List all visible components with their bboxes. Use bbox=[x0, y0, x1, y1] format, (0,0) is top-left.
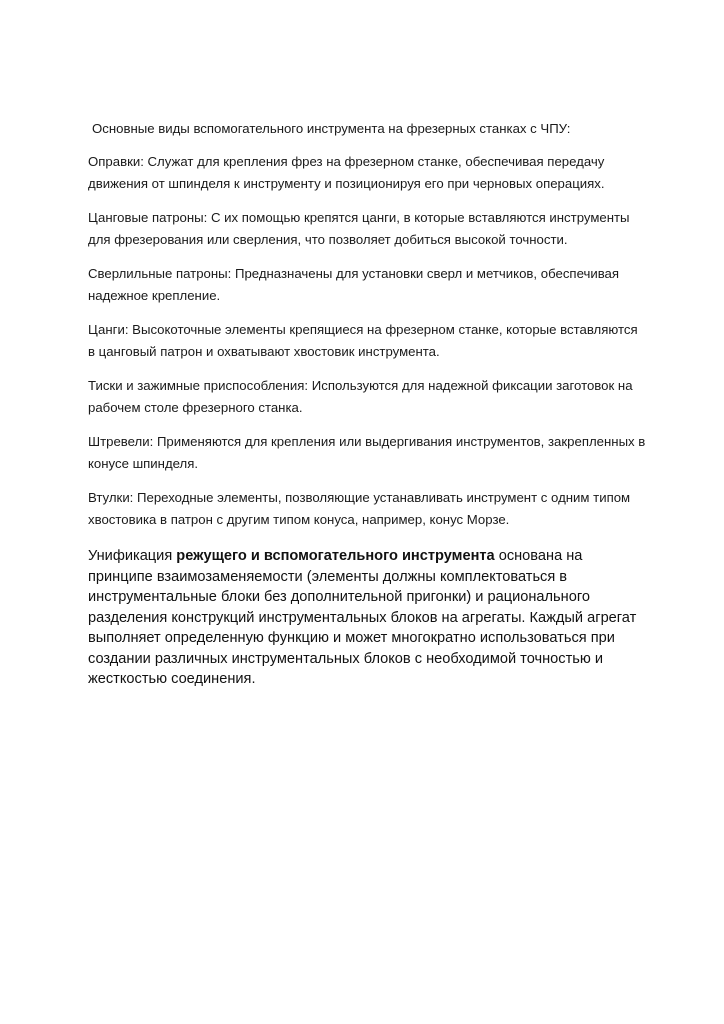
list-item-pull-studs: Штревели: Применяются для крепления или выдергивания инструментов, закрепленных в конусе шпинделя. bbox=[88, 434, 646, 471]
summary-intro: Унификация bbox=[88, 548, 177, 564]
summary-rest: основана на принципе взаимозаменяемости (элементы должны комплектоваться в инструментальные блоки без дополнительной пригонки) и рационального разделения конструкций инструментальных блоков на агрегаты. Каждый агрегат выполняет определенную функцию и может многократно использоваться при создании различных инструментальных блоков с необходимой точностью и жесткостью соединения. bbox=[88, 548, 637, 687]
document-body bbox=[88, 118, 648, 690]
unification-paragraph bbox=[88, 546, 648, 690]
list-item-collet-chucks: Цанговые патроны: С их помощью крепятся цанги, в которые вставляются инструменты для фрезерования или сверления, что позволяет добиться высокой точности. bbox=[88, 210, 630, 247]
list-item-vises: Тиски и зажимные приспособления: Используются для надежной фиксации заготовок на рабочем столе фрезерного станка. bbox=[88, 378, 633, 415]
list-item-collets: Цанги: Высокоточные элементы крепящиеся на фрезерном станке, которые вставляются в цанговый патрон и охватывают хвостовик инструмента. bbox=[88, 322, 638, 359]
list-item-sleeves: Втулки: Переходные элементы, позволяющие устанавливать инструмент с одним типом хвостовика в патрон с другим типом конуса, например, конус Морзе. bbox=[88, 490, 631, 527]
list-item-arbors: Оправки: Служат для крепления фрез на фрезерном станке, обеспечивая передачу движения от шпинделя к инструменту и позиционируя его при черновых операциях. bbox=[88, 154, 605, 191]
list-item-drill-chucks: Сверлильные патроны: Предназначены для установки сверл и метчиков, обеспечивая надежное крепление. bbox=[88, 266, 620, 303]
summary-bold-phrase: режущего и вспомогательного инструмента bbox=[176, 548, 495, 564]
list-heading: Основные виды вспомогательного инструмента на фрезерных станках с ЧПУ: bbox=[92, 121, 571, 136]
